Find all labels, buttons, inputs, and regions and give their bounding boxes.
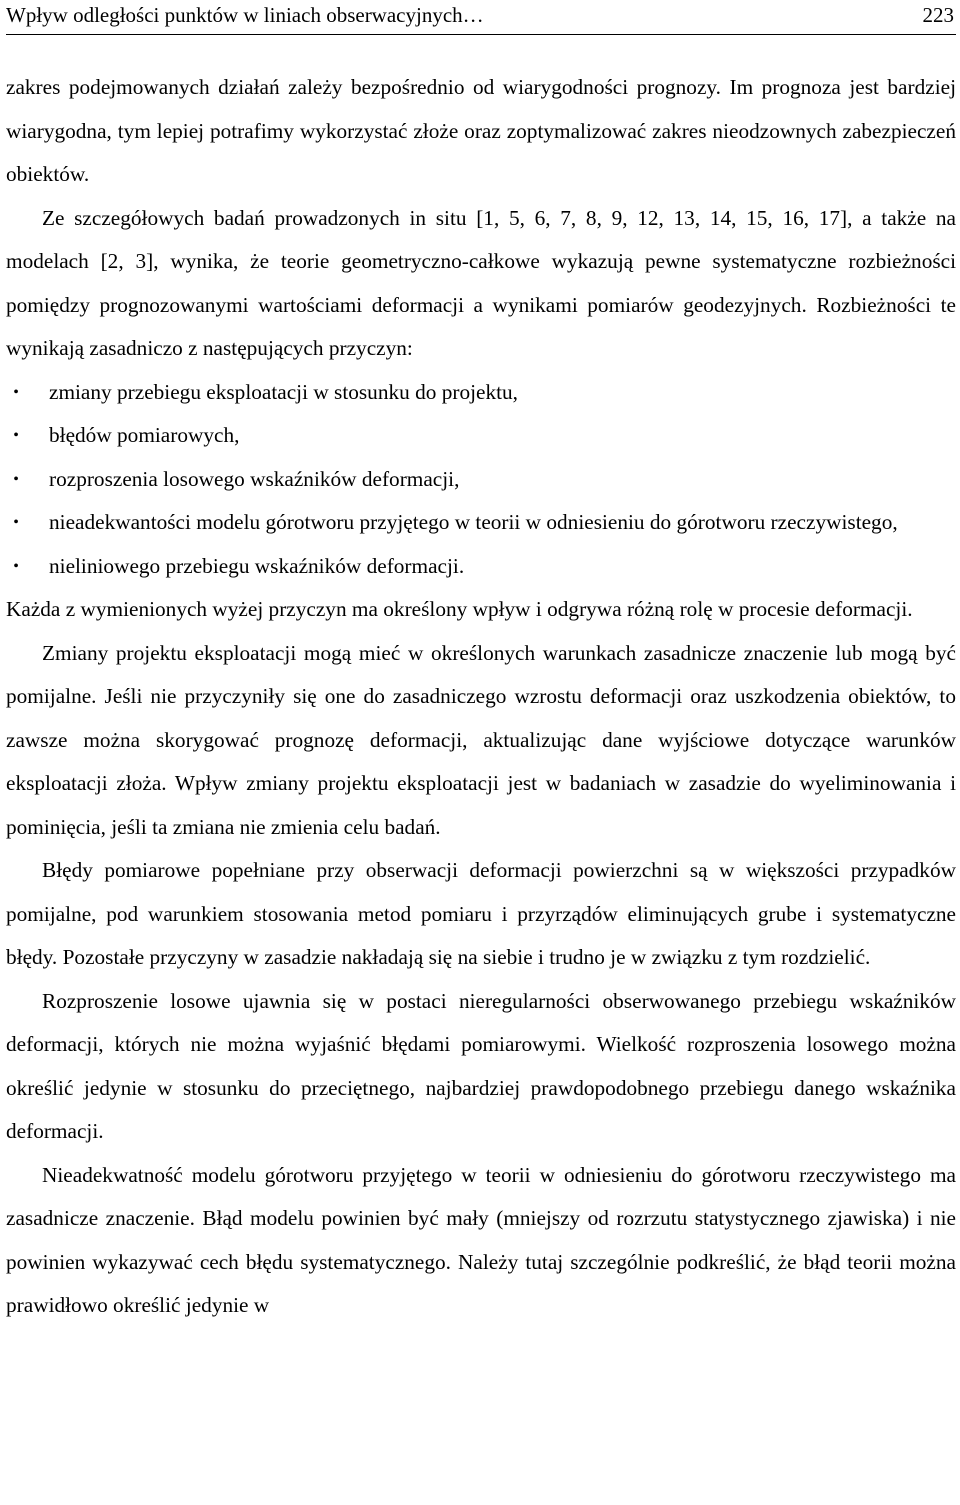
- running-header: [6, 0, 956, 35]
- list-item: [6, 371, 956, 415]
- paragraph: Nieadekwatność modelu górotworu przyjętego w teorii w odniesieniu do górotworu rzeczywistego ma zasadnicze znaczenie. Błąd modelu powinien być mały (mniejszy od rozrzutu statystycznego zjawiska) i nie powinien wykazywać cech błędu systematycznego. Należy tutaj szczególnie podkreślić, że błąd teorii można prawidłowo określić jedynie w: [6, 1162, 956, 1317]
- bullet-icon: •: [13, 557, 19, 575]
- paragraph: Błędy pomiarowe popełniane przy obserwacji deformacji powierzchni są w większości przypadków pomijalne, pod warunkiem stosowania metod pomiaru i przyrządów eliminujących grube i systematyczne błędy. Pozostałe przyczyny w zasadzie nakładają się na siebie i trudno je w związku z tym rozdzielić.: [6, 858, 956, 969]
- page-number: 223: [922, 3, 954, 27]
- paragraph: Zmiany projektu eksploatacji mogą mieć w określonych warunkach zasadnicze znaczenie lub mogą być pomijalne. Jeśli nie przyczyniły się one do zasadniczego wzrostu deformacji oraz uszkodzenia obiektów, to zawsze można skorygować prognozę deformacji, aktualizując dane wyjściowe dotyczące warunków eksploatacji złoża. Wpływ zmiany projektu eksploatacji jest w badaniach w zasadzie do wyeliminowania i pominięcia, jeśli ta zmiana nie zmienia celu badań.: [6, 640, 956, 839]
- list-item-text: zmiany przebiegu eksploatacji w stosunku do projektu,: [49, 379, 519, 404]
- paragraph: Rozproszenie losowe ujawnia się w postaci nieregularności obserwowanego przebiegu wskaźników deformacji, których nie można wyjaśnić błędami pomiarowymi. Wielkość rozproszenia losowego można określić jedynie w stosunku do przeciętnego, najbardziej prawdopodobnego przebiegu danego wskaźnika deformacji.: [6, 988, 956, 1143]
- bullet-icon: •: [13, 427, 19, 444]
- paragraph: Ze szczegółowych badań prowadzonych in situ [1, 5, 6, 7, 8, 9, 12, 13, 14, 15, 16, 17], a także na modelach [2, 3], wynika, że teorie geometryczno-całkowe wykazują pewne systematyczne rozbieżności pomiędzy prognozowanymi wartościami deformacji a wynikami pomiarów geodezyjnych. Rozbieżności te wynikają zasadniczo z następujących przyczyn:: [6, 205, 956, 360]
- running-title: Wpływ odległości punktów w liniach obserwacyjnych…: [6, 3, 484, 27]
- list-item: [6, 414, 956, 458]
- bullet-icon: •: [13, 514, 19, 531]
- list-item: [6, 501, 956, 545]
- list-item: [6, 458, 956, 502]
- list-item: [6, 545, 956, 589]
- bullet-icon: •: [13, 470, 19, 488]
- list-item-text: nieadekwantości modelu górotworu przyjętego w teorii w odniesieniu do górotworu rzeczywistego,: [49, 510, 898, 534]
- bullet-icon: •: [13, 383, 19, 401]
- paragraph-continued: zakres podejmowanych działań zależy bezpośrednio od wiarygodności prognozy. Im prognoza jest bardziej wiarygodna, tym lepiej potrafimy wykorzystać złoże oraz zoptymalizować zakres nieodzownych zabezpieczeń obiektów.: [6, 75, 956, 186]
- list-item-text: błędów pomiarowych,: [49, 423, 240, 447]
- body-text: [6, 66, 956, 1328]
- list-item-text: nieliniowego przebiegu wskaźników deformacji.: [49, 553, 465, 578]
- bullet-list: [6, 371, 956, 589]
- paragraph: Każda z wymienionych wyżej przyczyn ma określony wpływ i odgrywa różną rolę w procesie deformacji.: [6, 597, 913, 621]
- document-page: [6, 0, 956, 1328]
- list-item-text: rozproszenia losowego wskaźników deformacji,: [49, 466, 460, 491]
